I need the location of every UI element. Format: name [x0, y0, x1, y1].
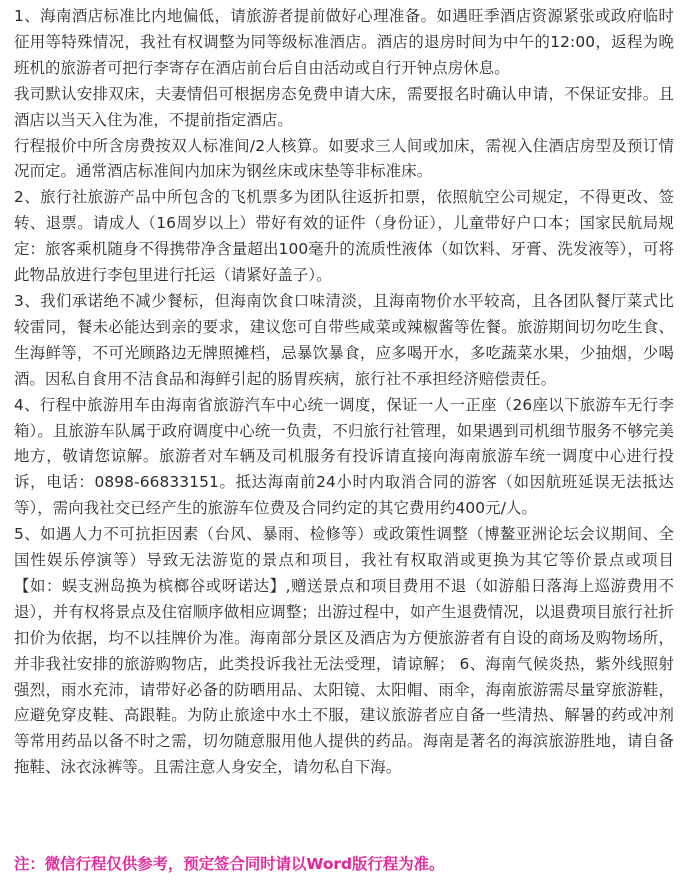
paragraph-room-pricing: 行程报价中所含房费按双人标准间/2人核算。如要求三人间或加床，需视入住酒店房型及预订情况而定。通常酒店标准间内加床为钢丝床或床垫等非标准床。 — [14, 136, 674, 181]
paragraph-meals: 3、我们承诺绝不减少餐标，但海南饮食口味清淡，且海南物价水平较高，且各团队餐厅菜式比较雷同，餐未必能达到亲的要求，建议您可自带些咸菜或辣椒酱等佐餐。旅游期间切勿吃生食、生海鲜等，不可光顾路边无牌照摊档，忌暴饮暴食，应多喝开水，多吃蔬菜水果，少抽烟，少喝酒。因私自食用不洁食品和海鲜引起的肠胃疾病，旅行社不承担经济赔偿责任。 — [14, 291, 674, 388]
paragraph-air-tickets: 2、旅行社旅游产品中所包含的飞机票多为团队往返折扣票，依照航空公司规定，不得更改、签转、退票。请成人（16周岁以上）带好有效的证件（身份证），儿童带好户口本；国家民航局规定：旅客乘机随身不得携带净含量超出100毫升的流质性液体（如饮料、牙膏、洗发液等），可将此物品放进行李包里进行托运（请紧好盖子）。 — [14, 188, 674, 285]
travel-notice-body — [14, 4, 674, 781]
paragraph-bed-arrangement: 我司默认安排双床，夫妻情侣可根据房态免费申请大床，需要报名时确认申请，不保证安排。且酒店以当天入住为准，不提前指定酒店。 — [14, 84, 674, 129]
paragraph-transport: 4、行程中旅游用车由海南省旅游汽车中心统一调度，保证一人一正座（26座以下旅游车无行李箱）。且旅游车队属于政府调度中心统一负责，不归旅行社管理，如果遇到司机细节服务不够完美地方，敬请您谅解。旅游者对车辆及司机服务有投诉请直接向海南旅游车统一调度中心进行投诉，电话：0898-66833151。抵达海南前24小时内取消合同的游客（如因航班延误无法抵达等），需向我社交已经产生的旅游车位费及合同约定的其它费用约400元/人。 — [14, 395, 674, 518]
paragraph-hotel-standards: 1、海南酒店标准比内地偏低，请旅游者提前做好心理准备。如遇旺季酒店资源紧张或政府临时征用等特殊情况，我社有权调整为同等级标准酒店。酒店的退房时间为中午的12:00，返程为晚班机的旅游者可把行李寄存在酒店前台后自由活动或自行开钟点房休息。 — [14, 7, 674, 77]
wechat-itinerary-note: 注：微信行程仅供参考，预定签合同时请以Word版行程为准。 — [14, 855, 445, 873]
paragraph-force-majeure-and-climate: 5、如遇人力不可抗拒因素（台风、暴雨、检修等）或政策性调整（博鳌亚洲论坛会议期间、全国性娱乐停演等）导致无法游览的景点和项目，我社有权取消或更换为其它等价景点或项目【如：蜈支洲岛换为槟榔谷或呀诺达】,赠送景点和项目费用不退（如游船日落海上巡游费用不退），并有权将景点及住宿顺序做相应调整；出游过程中，如产生退费情况，以退费项目旅行社折扣价为依据，均不以挂牌价为准。海南部分景区及酒店为方便旅游者有自设的商场及购物场所，并非我社安排的旅游购物店，此类投诉我社无法受理，请谅解； 6、海南气候炎热，紫外线照射强烈，雨水充沛，请带好必备的防晒用品、太阳镜、太阳帽、雨伞，海南旅游需尽量穿旅游鞋，应避免穿皮鞋、高跟鞋。为防止旅途中水土不服，建议旅游者应自备一些清热、解暑的药或冲剂等常用药品以备不时之需，切勿随意服用他人提供的药品。海南是著名的海滨旅游胜地，请自备拖鞋、泳衣泳裤等。且需注意人身安全，请勿私自下海。 — [14, 525, 674, 777]
